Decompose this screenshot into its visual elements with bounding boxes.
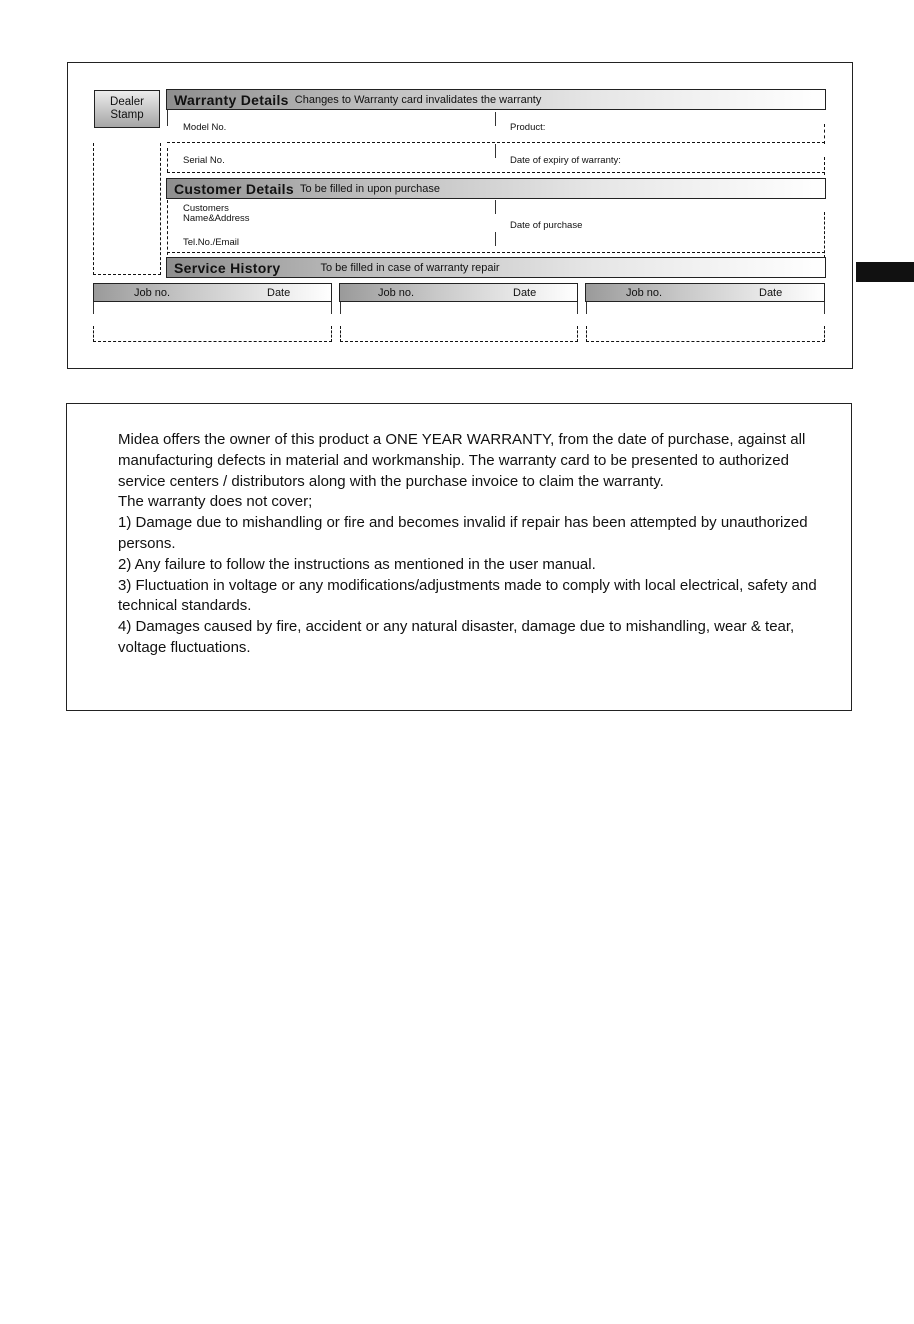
product-field[interactable]: Product: (510, 122, 546, 133)
job-no-label: Job no. (378, 287, 415, 299)
serial-expiry-divider (495, 144, 496, 158)
warranty-left-rule (167, 110, 168, 126)
customer-left-dash (167, 200, 168, 260)
warranty-details-title: Warranty Details (174, 91, 289, 108)
dealer-stamp-label (94, 90, 160, 128)
tel-email-field[interactable]: Tel.No./Email (183, 237, 239, 248)
service-col1-left-dash (93, 326, 94, 342)
date-label: Date (759, 287, 783, 299)
service-col1-entry-line[interactable] (93, 341, 332, 342)
name-address-field[interactable]: Name&Address (183, 213, 250, 224)
page-edge-tab (856, 262, 914, 282)
service-history-note: To be filled in case of warranty repair (320, 261, 500, 274)
date-of-purchase-field[interactable]: Date of purchase (510, 220, 583, 231)
service-col3-entry-line[interactable] (586, 341, 825, 342)
terms-item-2: 2) Any failure to follow the instructions as mentioned in the user manual. (118, 555, 596, 573)
service-col2-entry-line[interactable] (340, 341, 578, 342)
date-label: Date (267, 287, 291, 299)
dealer-stamp-bottom-border (93, 274, 161, 275)
expiry-date-field[interactable]: Date of expiry of warranty: (510, 155, 621, 166)
customer-divider-lower (495, 232, 496, 246)
stamp-text: Stamp (110, 109, 144, 121)
dealer-stamp-left-border (93, 143, 94, 275)
job-no-label: Job no. (626, 287, 663, 299)
customers-label: Customers (183, 203, 229, 214)
warranty-details-note: Changes to Warranty card invalidates the warranty (294, 93, 542, 106)
customer-divider-upper (495, 200, 496, 214)
serial-no-field[interactable]: Serial No. (183, 155, 225, 166)
model-product-divider (495, 112, 496, 126)
service-col2-left-dash (340, 326, 341, 342)
service-col3-right-dash (824, 326, 825, 342)
serial-left-dash (167, 148, 168, 172)
warranty-terms-text (118, 430, 818, 659)
service-col2-right-rule (577, 302, 578, 314)
service-col3-left-rule (586, 302, 587, 314)
warranty-right-dash (824, 124, 825, 144)
dealer-text: Dealer (110, 96, 144, 108)
service-col3-right-rule (824, 302, 825, 314)
service-col2-left-rule (340, 302, 341, 314)
customer-details-header (166, 178, 826, 199)
terms-item-3: 3) Fluctuation in voltage or any modifications/adjustments made to comply with local electrical, safety and technical standards. (118, 576, 817, 615)
terms-item-4: 4) Damages caused by fire, accident or any natural disaster, damage due to mishandling, wear & tear, voltage fluctuations. (118, 618, 795, 656)
service-col1-right-dash (331, 326, 332, 342)
service-col3-left-dash (586, 326, 587, 342)
service-column-2-header (339, 283, 578, 302)
terms-item-1: 1) Damage due to mishandling or fire and becomes invalid if repair has been attempted by unauthorized persons. (118, 514, 808, 552)
dealer-stamp-right-border (160, 143, 161, 275)
terms-exclusions-heading: The warranty does not cover; (118, 493, 313, 511)
service-col2-right-dash (577, 326, 578, 342)
serial-no-underline (167, 172, 825, 173)
model-no-field[interactable]: Model No. (183, 122, 227, 133)
terms-intro: Midea offers the owner of this product a ONE YEAR WARRANTY, from the date of purchase, against all manufacturing defects in material and workmanship. The warranty card to be presented to authorized service centers / distributors along with the purchase invoice to claim the warranty. (118, 431, 806, 490)
model-no-underline (167, 142, 825, 143)
job-no-label: Job no. (134, 287, 171, 299)
service-column-1-header (93, 283, 332, 302)
customer-details-title: Customer Details (174, 180, 294, 197)
service-history-header (166, 257, 826, 278)
service-history-title: Service History (174, 259, 281, 276)
customer-details-note: To be filled in upon purchase (299, 182, 440, 195)
service-col1-left-rule (93, 302, 94, 314)
service-column-3-header (585, 283, 825, 302)
warranty-details-header (166, 89, 826, 110)
date-label: Date (513, 287, 537, 299)
service-col1-right-rule (331, 302, 332, 314)
customer-underline (167, 252, 825, 253)
